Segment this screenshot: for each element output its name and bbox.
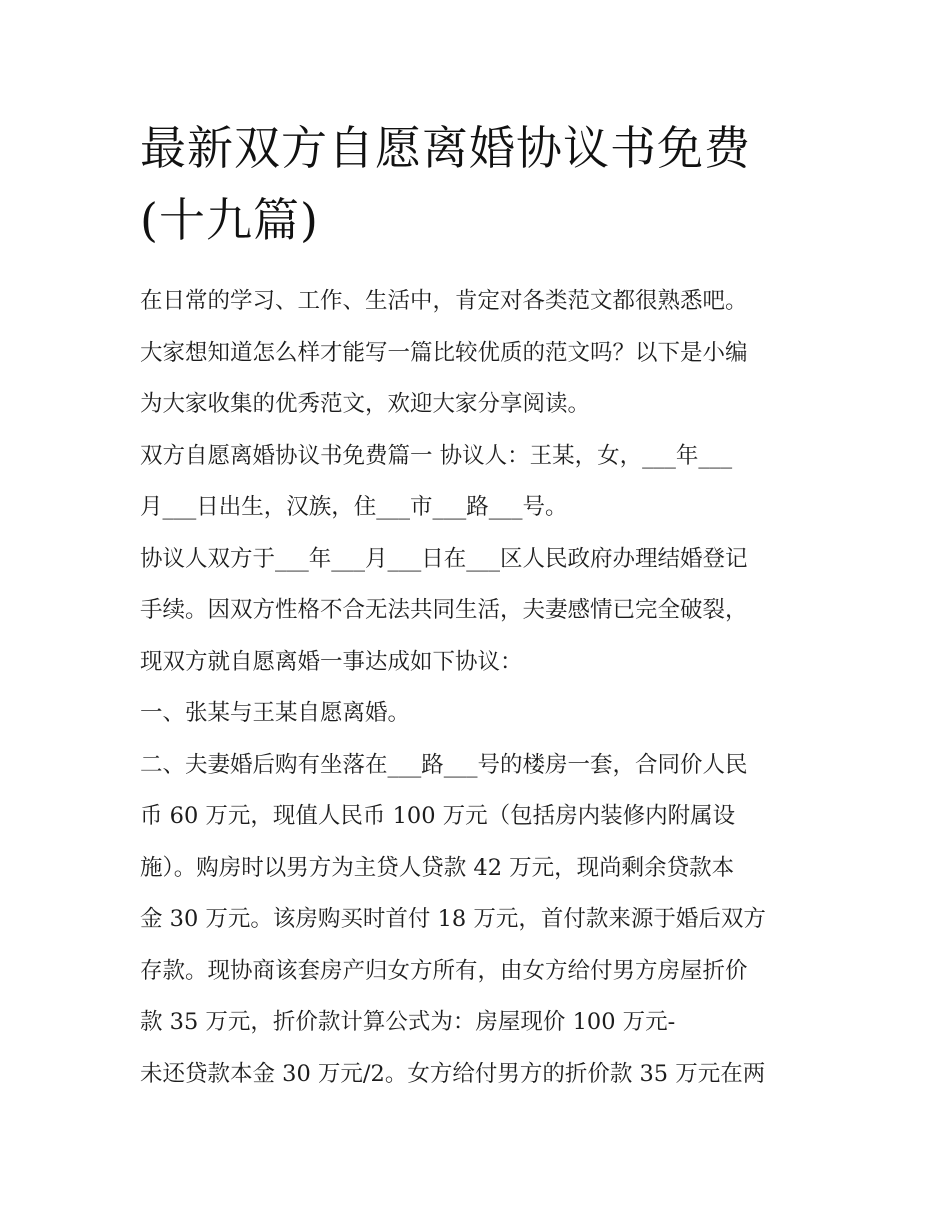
text-line: 币 60 万元，现值人民币 100 万元（包括房内装修内附属设: [140, 803, 736, 829]
paragraph-clause-2: [140, 740, 830, 1101]
text-line: 施）。购房时以男方为主贷人贷款 42 万元，现尚剩余贷款本: [140, 854, 735, 881]
paragraph-clause-1: [140, 688, 830, 740]
text-line: 金 30 万元。该房购买时首付 18 万元，首付款来源于婚后双方: [140, 906, 766, 932]
text-line: 现双方就自愿离婚一事达成如下协议：: [140, 648, 523, 675]
document-title: [140, 112, 840, 256]
text-line: 一、张某与王某自愿离婚。: [140, 700, 411, 726]
text-line: 大家想知道怎么样才能写一篇比较优质的范文吗？以下是小编: [140, 339, 748, 366]
text-line: 存款。现协商该套房产归女方所有，由女方给付男方房屋折价: [140, 957, 748, 984]
title-line-2: (十九篇): [140, 193, 319, 247]
text-line: 协议人双方于___年___月___日在___区人民政府办理结婚登记: [140, 545, 748, 572]
text-line: 在日常的学习、工作、生活中，肯定对各类范文都很熟悉吧。: [140, 288, 748, 314]
title-line-1: 最新双方自愿离婚协议书免费: [140, 121, 751, 175]
text-line: 双方自愿离婚协议书免费篇一 协议人：王某，女，___年___: [140, 442, 733, 469]
text-line: 手续。因双方性格不合无法共同生活，夫妻感情已完全破裂，: [140, 597, 748, 623]
text-line: 二、夫妻婚后购有坐落在___路___号的楼房一套，合同价人民: [140, 751, 748, 778]
text-line: 为大家收集的优秀范文，欢迎大家分享阅读。: [140, 391, 591, 417]
paragraph-marriage: [140, 534, 830, 689]
paragraph-party: [140, 431, 830, 534]
text-line: 月___日出生，汉族，住___市___路___号。: [140, 494, 568, 520]
text-line: 款 35 万元，折价款计算公式为：房屋现价 100 万元-: [140, 1009, 676, 1035]
text-line: 未还贷款本金 30 万元/2。女方给付男方的折价款 35 万元在两: [140, 1060, 766, 1087]
document-body: [140, 276, 830, 1100]
paragraph-intro: [140, 276, 830, 431]
